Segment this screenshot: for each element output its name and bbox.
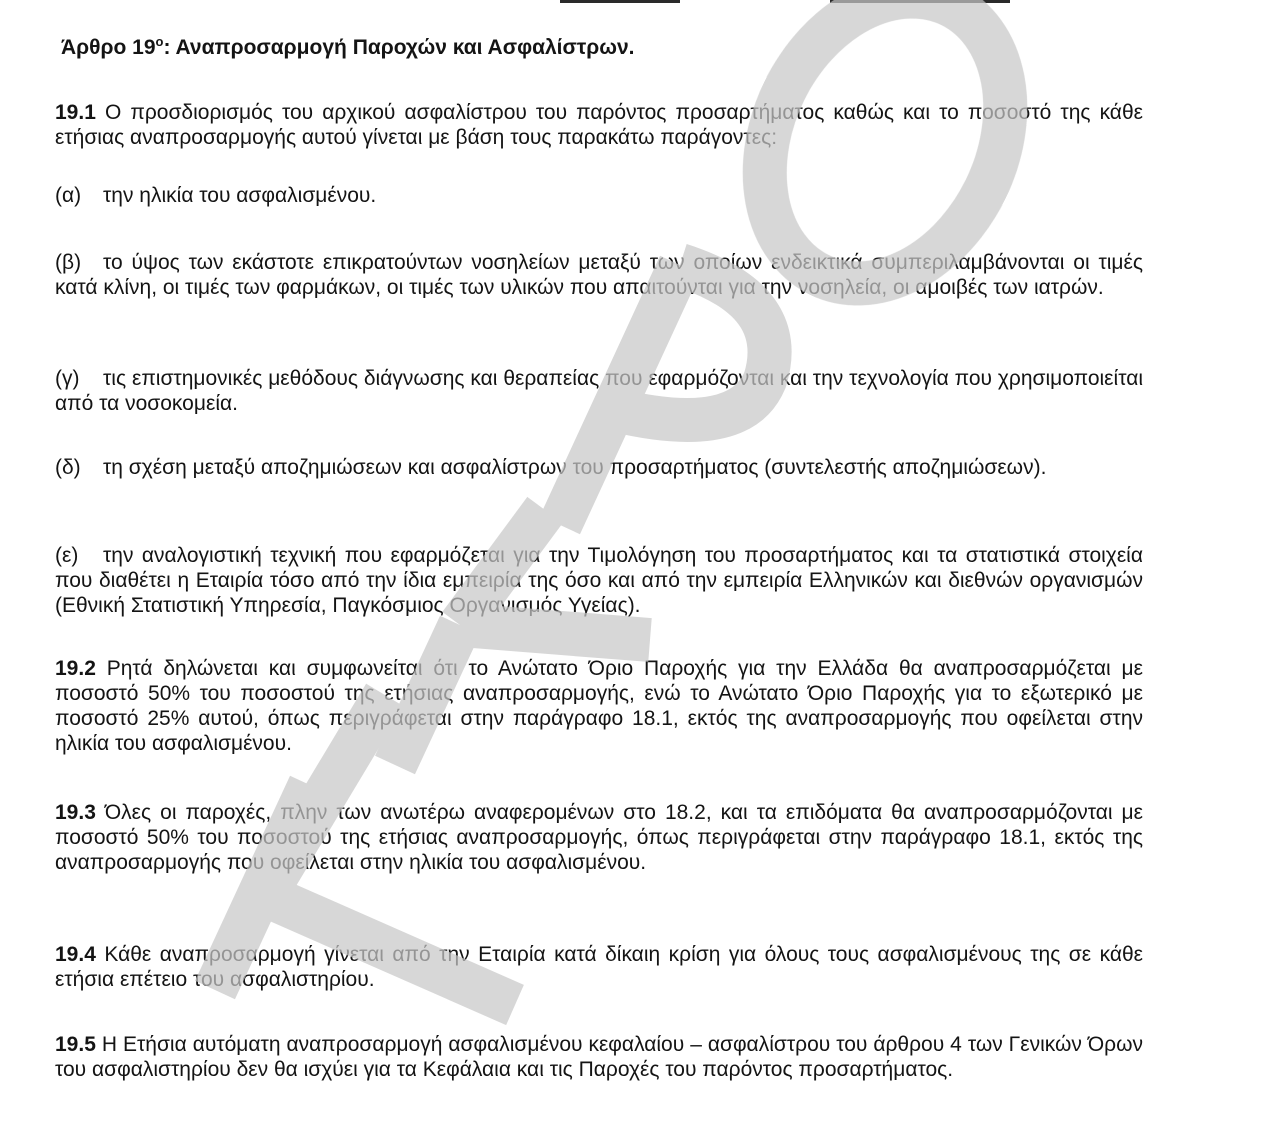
list-item-c	[55, 366, 1143, 416]
list-item-b	[55, 250, 1143, 300]
watermark-y-right	[460, 625, 650, 640]
paragraph-19-1	[55, 100, 1143, 150]
list-item-text: τη σχέση μεταξύ αποζημιώσεων και ασφαλίστρων του προσαρτήματος (συντελεστής αποζημιώσεων).	[103, 456, 1047, 479]
list-item-a	[55, 183, 1143, 208]
list-item-marker: (γ)	[55, 367, 80, 390]
list-item-marker: (α)	[55, 184, 82, 207]
article-title-prefix: Άρθρο 19	[61, 36, 156, 59]
scan-artifact-line	[560, 0, 680, 3]
paragraph-19-4	[55, 942, 1143, 992]
list-item-text: τις επιστημονικές μεθόδους διάγνωσης και θεραπείας που εφαρμόζονται και την τεχνολογία που χρησιμοποιείται από τα νοσοκομεία.	[55, 367, 1143, 415]
list-item-text: την αναλογιστική τεχνική που εφαρμόζεται για την Τιμολόγηση του προσαρτήματος και τα στατιστικά στοιχεία που διαθέτει η Εταιρία τόσο από την ίδια εμπειρία της όσο και από την εμπειρία Ελληνικών και διεθνών οργανισμών (Εθνική Στατιστική Υπηρεσία, Παγκόσμιος Οργανισμός Υγείας).	[55, 544, 1143, 617]
paragraph-text: Ο προσδιορισμός του αρχικού ασφαλίστρου του παρόντος προσαρτήματος καθώς και το ποσοστό της κάθε ετήσιας αναπροσαρμογής αυτού γίνεται με βάση τους παρακάτω παράγοντες:	[55, 101, 1143, 149]
list-item-text: την ηλικία του ασφαλισμένου.	[103, 184, 377, 207]
article-title	[61, 35, 635, 60]
paragraph-text: Η Ετήσια αυτόματη αναπροσαρμογή ασφαλισμένου κεφαλαίου – ασφαλίστρου του άρθρου 4 των Γενικών Όρων του ασφαλιστηρίου δεν θα ισχύει για τα Κεφάλαια και τις Παροχές του παρόντος προσαρτήματος.	[55, 1033, 1143, 1081]
list-item-marker: (β)	[55, 251, 82, 274]
paragraph-number: 19.4	[55, 943, 96, 966]
article-title-sup: ο	[155, 34, 164, 49]
paragraph-text: Ρητά δηλώνεται και συμφωνείται ότι το Ανώτατο Όριο Παροχής για την Ελλάδα θα αναπροσαρμόζεται με ποσοστό 50% του ποσοστού της ετήσιας αναπροσαρμογής, ενώ το Ανώτατο Όριο Παροχής για το εξωτερικό με ποσοστό 25% αυτού, όπως περιγράφεται στην παράγραφο 18.1, εκτός της αναπροσαρμογής που οφείλεται στην ηλικία του ασφαλισμένου.	[55, 657, 1144, 755]
paragraph-number: 19.2	[55, 657, 96, 680]
paragraph-number: 19.5	[55, 1033, 96, 1056]
paragraph-19-2	[55, 656, 1143, 756]
paragraph-19-3	[55, 800, 1143, 875]
list-item-d	[55, 455, 1143, 480]
list-item-marker: (ε)	[55, 544, 79, 567]
scan-artifact-line	[830, 0, 1010, 3]
paragraph-text: Κάθε αναπροσαρμογή γίνεται από την Εταιρία κατά δίκαιη κρίση για όλους τους ασφαλισμένους της σε κάθε ετήσια επέτειο του ασφαλιστηρίου.	[55, 943, 1143, 991]
list-item-marker: (δ)	[55, 456, 81, 479]
article-title-rest: : Αναπροσαρμογή Παροχών και Ασφαλίστρων.	[163, 36, 635, 59]
paragraph-number: 19.3	[55, 801, 96, 824]
paragraph-text: Όλες οι παροχές, πλην των ανωτέρω αναφερομένων στο 18.2, και τα επιδόματα θα αναπροσαρμόζονται με ποσοστό 50% του ποσοστού της ετήσιας αναπροσαρμογής, όπως περιγράφεται στην παράγραφο 18.1, εκτός της αναπροσαρμογής που οφείλεται στην ηλικία του ασφαλισμένου.	[55, 801, 1143, 874]
list-item-e	[55, 543, 1143, 618]
list-item-text: το ύψος των εκάστοτε επικρατούντων νοσηλείων μεταξύ των οποίων ενδεικτικά συμπεριλαμβάνονται οι τιμές κατά κλίνη, οι τιμές των φαρμάκων, οι τιμές των υλικών που απαιτούνται για την νοσηλεία, οι αμοιβές των ιατρών.	[55, 251, 1143, 299]
paragraph-number: 19.1	[55, 101, 96, 124]
paragraph-19-5	[55, 1032, 1143, 1082]
